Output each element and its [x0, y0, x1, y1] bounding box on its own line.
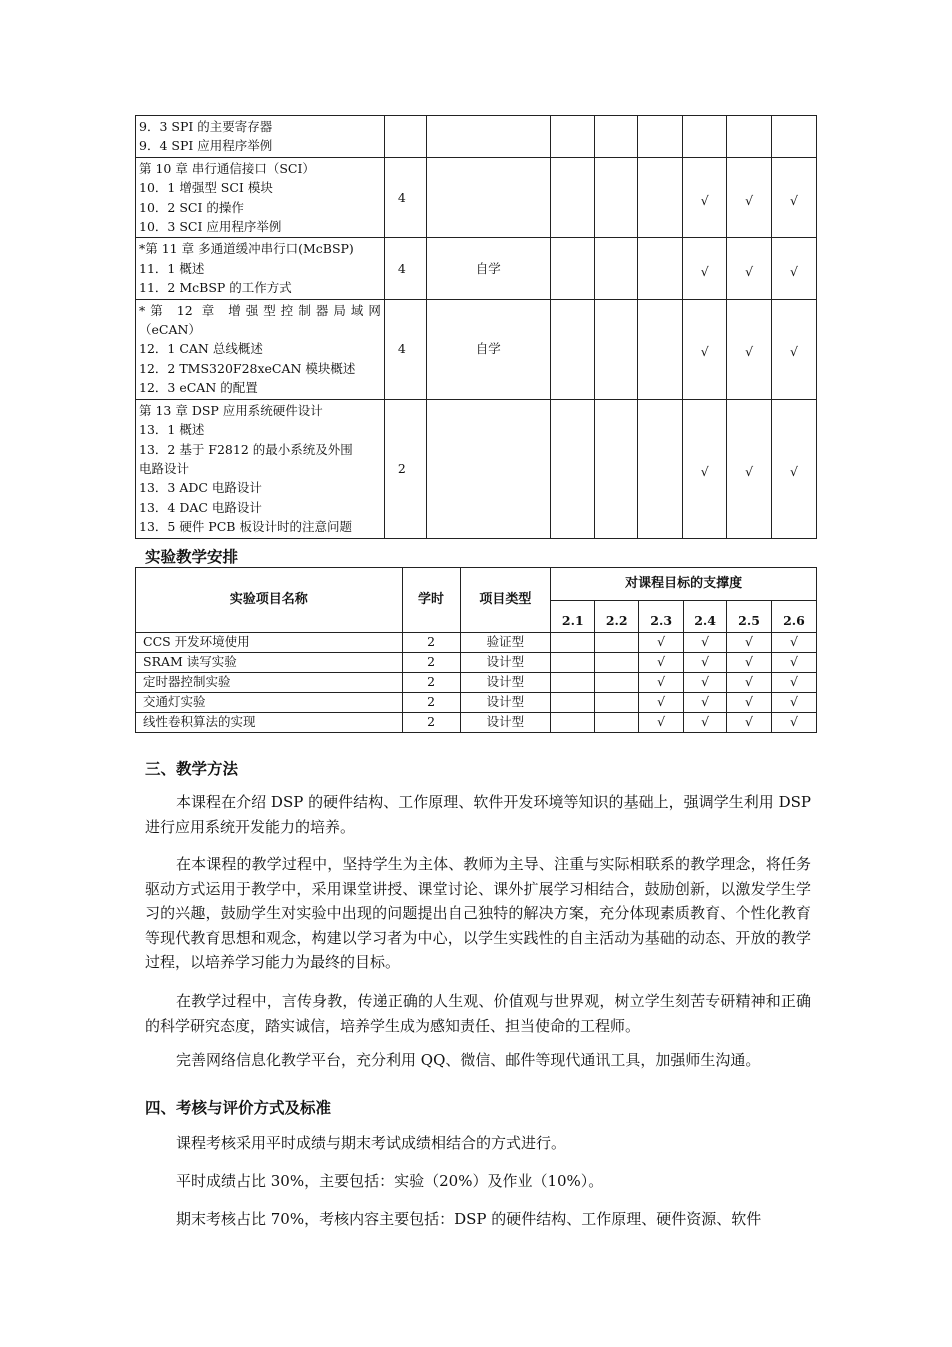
goal-check-cell: √ — [771, 673, 816, 693]
goal-check-cell — [595, 116, 638, 158]
lab-row — [136, 693, 817, 713]
goal-check-cell — [772, 116, 817, 158]
goal-check-cell: √ — [684, 713, 727, 733]
goal-check-cell — [551, 633, 595, 653]
goal-check-cell — [550, 299, 595, 399]
lab-name-cell: 定时器控制实验 — [136, 673, 403, 693]
schedule-row — [136, 299, 817, 399]
content-line: 10．3 SCI 应用程序举例 — [139, 219, 282, 235]
goal-header: 2.6 — [771, 601, 816, 633]
goal-check-cell: √ — [684, 693, 727, 713]
content-line: 9．3 SPI 的主要寄存器 — [139, 119, 273, 134]
goal-check-cell — [550, 116, 595, 158]
teaching-methods-paragraph: 本课程在介绍 DSP 的硬件结构、工作原理、软件开发环境等知识的基础上，强调学生利用 DSP 进行应用系统开发能力的培养。 — [145, 793, 811, 836]
lab-name-cell: 交通灯实验 — [136, 693, 403, 713]
goal-check-cell: √ — [772, 238, 817, 299]
lab-hours-header: 学时 — [402, 568, 460, 633]
lab-header-row — [136, 568, 817, 601]
goal-check-cell: √ — [727, 693, 772, 713]
content-line: 13．2 基于 F2812 的最小系统及外围 — [139, 441, 353, 457]
goal-check-cell — [638, 157, 683, 238]
goal-check-cell — [683, 116, 727, 158]
lab-type-cell: 设计型 — [460, 653, 551, 673]
teaching-methods-paragraph: 在教学过程中，言传身教，传递正确的人生观、价值观与世界观，树立学生刻苦专研精神和正确的科学研究态度，踏实诚信，培养学生成为感知责任、担当使命的工程师。 — [145, 992, 811, 1035]
goal-check-cell: √ — [683, 399, 727, 538]
chapter-content-cell — [136, 157, 385, 238]
hours-cell: 4 — [384, 299, 426, 399]
content-line: 10．2 SCI 的操作 — [139, 199, 244, 215]
goal-check-cell — [638, 299, 683, 399]
goal-check-cell: √ — [771, 693, 816, 713]
teaching-methods-paragraph: 在本课程的教学过程中，坚持学生为主体、教师为主导、注重与实际相联系的教学理念，将任务驱动方式运用于教学中，采用课堂讲授、课堂讨论、课外扩展学习相结合，鼓励创新，以激发学生学习的兴趣，鼓励学生对实验中出现的问题提出自己独特的解决方案，充分体现素质教育、个性化教育等现代教育思想和观念，构建以学习者为中心，以学生实践性的自主活动为基础的动态、开放的教学过程，以培养学习能力为最终的目标。 — [145, 855, 811, 972]
assessment-heading: 四、考核与评价方式及标准 — [145, 1099, 332, 1117]
teaching-methods-paragraph: 完善网络信息化教学平台，充分利用 QQ、微信、邮件等现代通讯工具，加强师生沟通。 — [176, 1051, 761, 1069]
goal-check-cell: √ — [684, 653, 727, 673]
goal-check-cell: √ — [727, 238, 772, 299]
content-line: 第 10 章 串行通信接口（SCI） — [139, 160, 315, 176]
goal-header: 2.1 — [551, 601, 595, 633]
lab-type-cell: 设计型 — [460, 693, 551, 713]
goal-header: 2.5 — [727, 601, 772, 633]
content-line: 电路设计 — [139, 460, 190, 476]
schedule-row — [136, 157, 817, 238]
note-cell — [426, 116, 550, 158]
goal-check-cell — [595, 653, 639, 673]
lab-section-title: 实验教学安排 — [145, 548, 239, 566]
lab-type-cell: 设计型 — [460, 713, 551, 733]
lab-hours-cell: 2 — [402, 633, 460, 653]
lab-name-cell: CCS 开发环境使用 — [136, 633, 403, 653]
goal-check-cell: √ — [639, 693, 684, 713]
assessment-line: 期末考核占比 70%，考核内容主要包括：DSP 的硬件结构、工作原理、硬件资源、软件 — [176, 1210, 762, 1228]
goal-check-cell: √ — [771, 633, 816, 653]
content-line: 11．2 McBSP 的工作方式 — [139, 280, 292, 296]
lab-hours-cell: 2 — [402, 673, 460, 693]
note-cell: 自学 — [426, 238, 550, 299]
goal-check-cell: √ — [727, 399, 772, 538]
goal-check-cell — [595, 633, 639, 653]
content-line: 12．1 CAN 总线概述 — [139, 341, 263, 357]
goal-check-cell — [550, 399, 595, 538]
content-line: 11．1 概述 — [139, 260, 205, 276]
goal-check-cell — [551, 653, 595, 673]
schedule-row — [136, 399, 817, 538]
hours-cell: 2 — [384, 399, 426, 538]
goal-check-cell — [550, 238, 595, 299]
note-cell: 自学 — [426, 299, 550, 399]
goal-check-cell: √ — [683, 157, 727, 238]
goal-check-cell — [638, 399, 683, 538]
content-line: 12．2 TMS320F28xeCAN 模块概述 — [139, 360, 356, 376]
course-schedule-table — [135, 115, 817, 539]
course-goal-support-header: 对课程目标的支撑度 — [551, 568, 817, 601]
goal-check-cell — [551, 713, 595, 733]
goal-check-cell — [551, 673, 595, 693]
teaching-methods-heading: 三、教学方法 — [145, 760, 239, 778]
goal-check-cell — [595, 399, 638, 538]
goal-check-cell: √ — [771, 713, 816, 733]
goal-check-cell: √ — [639, 653, 684, 673]
goal-check-cell: √ — [727, 653, 772, 673]
content-line: 13．4 DAC 电路设计 — [139, 499, 262, 515]
goal-check-cell: √ — [772, 157, 817, 238]
chapter-content-cell — [136, 116, 385, 158]
goal-header: 2.3 — [639, 601, 684, 633]
content-line: *第 11 章 多通道缓冲串行口(McBSP) — [139, 241, 354, 257]
goal-check-cell — [595, 238, 638, 299]
goal-check-cell: √ — [639, 633, 684, 653]
goal-check-cell: √ — [683, 299, 727, 399]
goal-check-cell: √ — [727, 713, 772, 733]
goal-check-cell: √ — [727, 157, 772, 238]
goal-check-cell: √ — [684, 633, 727, 653]
lab-name-header: 实验项目名称 — [136, 568, 403, 633]
goal-check-cell: √ — [727, 673, 772, 693]
lab-row — [136, 713, 817, 733]
goal-check-cell — [595, 157, 638, 238]
assessment-line: 课程考核采用平时成绩与期末考试成绩相结合的方式进行。 — [176, 1134, 567, 1152]
content-line: 第 13 章 DSP 应用系统硬件设计 — [139, 402, 323, 418]
goal-check-cell — [595, 713, 639, 733]
schedule-row — [136, 116, 817, 158]
content-line: 9．4 SPI 应用程序举例 — [139, 138, 273, 154]
hours-cell: 4 — [384, 157, 426, 238]
goal-check-cell: √ — [683, 238, 727, 299]
goal-check-cell: √ — [727, 299, 772, 399]
lab-row — [136, 653, 817, 673]
goal-check-cell: √ — [727, 633, 772, 653]
lab-row — [136, 673, 817, 693]
chapter-content-cell — [136, 238, 385, 299]
content-line: 13．1 概述 — [139, 422, 205, 438]
lab-arrangement-table — [135, 567, 817, 733]
lab-hours-cell: 2 — [402, 713, 460, 733]
lab-hours-cell: 2 — [402, 693, 460, 713]
lab-name-cell: 线性卷积算法的实现 — [136, 713, 403, 733]
content-line: *第 12 章 增强型控制器局域网 — [139, 302, 381, 318]
goal-check-cell — [595, 299, 638, 399]
goal-check-cell: √ — [684, 673, 727, 693]
lab-type-cell: 验证型 — [460, 633, 551, 653]
goal-check-cell: √ — [772, 299, 817, 399]
goal-check-cell — [638, 238, 683, 299]
lab-type-cell: 设计型 — [460, 673, 551, 693]
goal-check-cell: √ — [772, 399, 817, 538]
goal-check-cell — [550, 157, 595, 238]
chapter-content-cell — [136, 399, 385, 538]
goal-check-cell — [638, 116, 683, 158]
assessment-line: 平时成绩占比 30%，主要包括：实验（20%）及作业（10%）。 — [176, 1172, 604, 1190]
goal-check-cell — [727, 116, 772, 158]
lab-row — [136, 633, 817, 653]
goal-check-cell — [551, 693, 595, 713]
lab-name-cell: SRAM 读写实验 — [136, 653, 403, 673]
lab-hours-cell: 2 — [402, 653, 460, 673]
note-cell — [426, 157, 550, 238]
chapter-content-cell — [136, 299, 385, 399]
goal-header: 2.4 — [684, 601, 727, 633]
goal-check-cell: √ — [771, 653, 816, 673]
goal-check-cell — [595, 673, 639, 693]
lab-type-header: 项目类型 — [460, 568, 551, 633]
goal-check-cell — [595, 693, 639, 713]
note-cell — [426, 399, 550, 538]
content-line: 13．3 ADC 电路设计 — [139, 480, 262, 496]
goal-check-cell: √ — [639, 673, 684, 693]
content-line: 10．1 增强型 SCI 模块 — [139, 180, 273, 196]
content-line: 12．3 eCAN 的配置 — [139, 380, 258, 396]
content-line: （eCAN） — [139, 322, 201, 338]
hours-cell: 4 — [384, 238, 426, 299]
content-line: 13．5 硬件 PCB 板设计时的注意问题 — [139, 519, 352, 535]
goal-header: 2.2 — [595, 601, 639, 633]
schedule-row — [136, 238, 817, 299]
goal-check-cell: √ — [639, 713, 684, 733]
hours-cell — [384, 116, 426, 158]
